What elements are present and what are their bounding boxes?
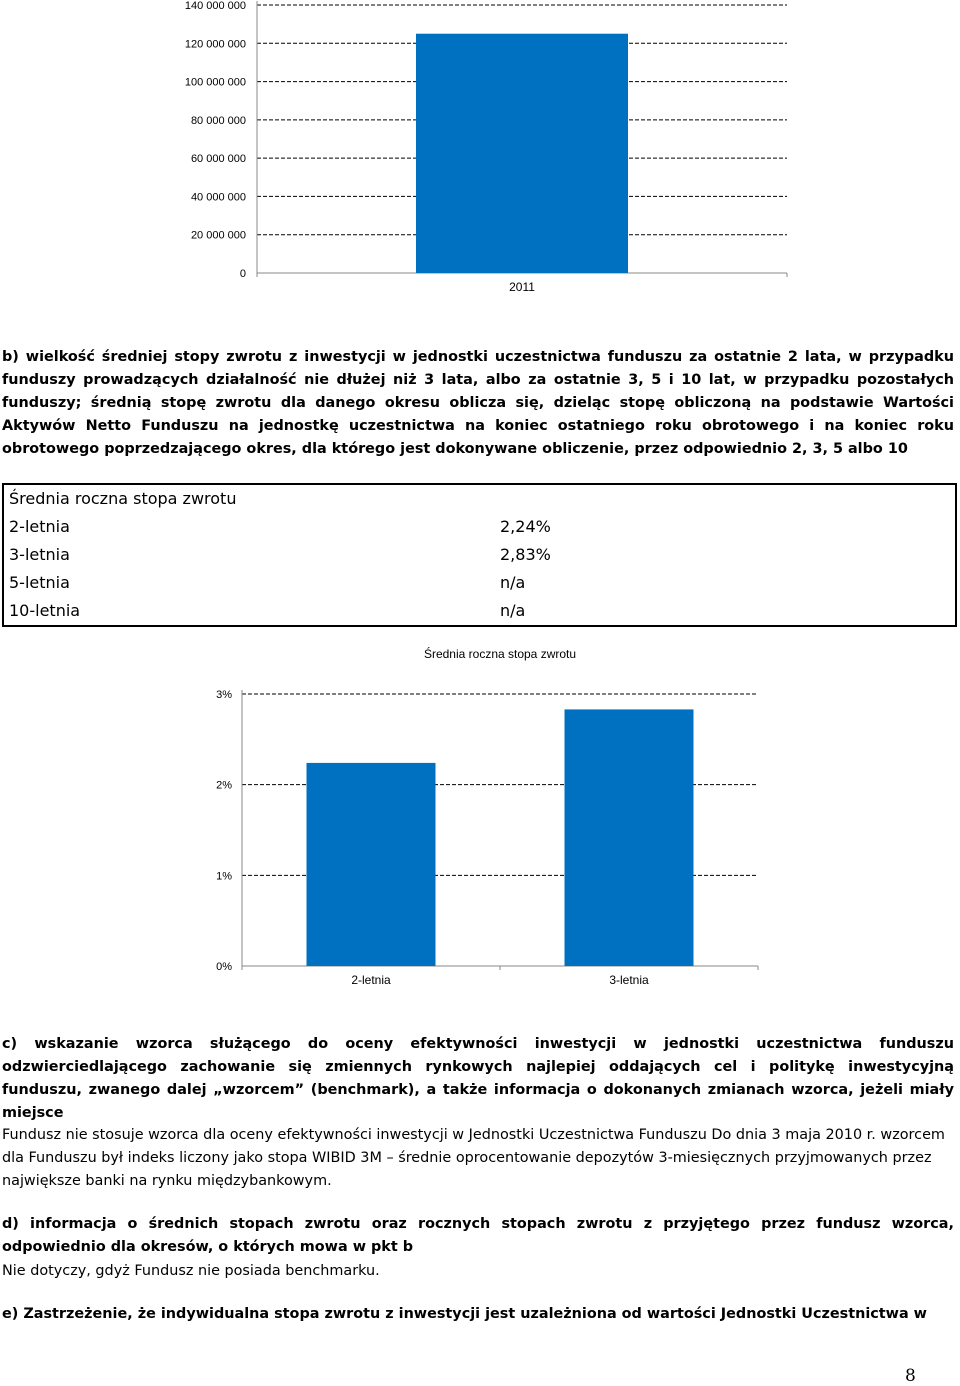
- table-row: [3, 541, 956, 569]
- section-b-heading: b) wielkość średniej stopy zwrotu z inwestycji w jednostki uczestnictwa funduszu za ostatnie 2 lata, w przypadku funduszy prowadzących działalność nie dłużej niż 3 lata, albo za ostatnie 3, 5 i 10 lat, w przypadku pozostałych funduszy; średnią stopę zwrotu dla danego okresu oblicza się, dzieląc stopę obliczoną na podstawie Wartości Aktywów Netto Funduszu na jednostkę uczestnictwa na koniec ostatniego roku obrotowego i na koniec roku obrotowego poprzedzającego okres, dla którego jest dokonywane obliczenie, przez odpowiednio 2, 3, 5 albo 10: [2, 349, 954, 457]
- y-tick-label: 0%: [216, 961, 232, 973]
- y-tick-label: 80 000 000: [190, 114, 246, 127]
- table-row: [3, 569, 956, 597]
- y-tick-label: 2%: [216, 779, 232, 792]
- y-tick-label: 3%: [216, 689, 232, 701]
- bar: [565, 709, 694, 966]
- returns-table-title: Średnia roczna stopa zwrotu: [9, 489, 237, 508]
- value-cell: n/a: [500, 601, 526, 620]
- period-cell: 10-letnia: [9, 601, 81, 620]
- value-cell: 2,24%: [500, 517, 551, 536]
- period-cell: 2-letnia: [9, 517, 70, 536]
- y-tick-label: 60 000 000: [190, 153, 246, 166]
- y-tick-label: 0: [239, 268, 246, 280]
- section-c-heading: c) wskazanie wzorca służącego do oceny efektywności inwestycji w jednostki uczestnictwa funduszu odzwierciedlającego zachowanie się zmiennych rynkowych najlepiej oddających cel i politykę inwestycyjną funduszu, zwanego dalej „wzorcem” (benchmark), a także informacja o dokonanych zmianach wzorca, jeżeli miały miejsce: [2, 1036, 954, 1121]
- nav-bar-chart: [0, 0, 960, 300]
- section-d-body: Nie dotyczy, gdyż Fundusz nie posiada benchmarku.: [2, 1263, 380, 1279]
- nav-bar-chart-svg: [0, 0, 960, 300]
- y-tick-label: 20 000 000: [190, 229, 246, 242]
- returns-table-title-row: [3, 484, 956, 513]
- section-c-body: Fundusz nie stosuje wzorca dla oceny efektywności inwestycji w Jednostki Uczestnictwa Funduszu Do dnia 3 maja 2010 r. wzorcem dla Funduszu był indeks liczony jako stopa WIBID 3M – średnie oprocentowanie depozytów 3-miesięcznych przyjmowanych przez największe banki na rynku międzybankowym.: [2, 1127, 945, 1189]
- returns-table: [2, 483, 957, 627]
- x-tick-label: 2-letnia: [351, 973, 391, 987]
- avg-return-chart: [0, 640, 960, 1000]
- table-row: [3, 513, 956, 541]
- section-e-heading: e) Zastrzeżenie, że indywidualna stopa zwrotu z inwestycji jest uzależniona od wartości Jednostki Uczestnictwa w: [2, 1306, 927, 1322]
- chart-title: Średnia roczna stopa zwrotu: [423, 647, 577, 661]
- y-tick-label: 1%: [216, 870, 232, 883]
- section-d-heading: d) informacja o średnich stopach zwrotu oraz rocznych stopach zwrotu z przyjętego przez fundusz wzorca, odpowiednio dla okresów, o których mowa w pkt b: [2, 1216, 954, 1255]
- value-cell: n/a: [500, 573, 526, 592]
- y-tick-label: 120 000 000: [184, 38, 246, 51]
- page-number: 8: [905, 1366, 916, 1386]
- value-cell: 2,83%: [500, 545, 551, 564]
- y-tick-label: 100 000 000: [184, 76, 246, 89]
- period-cell: 3-letnia: [9, 545, 70, 564]
- bar: [307, 763, 436, 966]
- bar: [416, 34, 628, 273]
- table-row: [3, 597, 956, 626]
- avg-return-chart-svg: [0, 640, 960, 1000]
- x-tick-label: 2011: [509, 280, 535, 294]
- y-tick-label: 140 000 000: [184, 0, 246, 12]
- y-tick-label: 40 000 000: [190, 191, 246, 204]
- period-cell: 5-letnia: [9, 573, 70, 592]
- x-tick-label: 3-letnia: [609, 973, 649, 987]
